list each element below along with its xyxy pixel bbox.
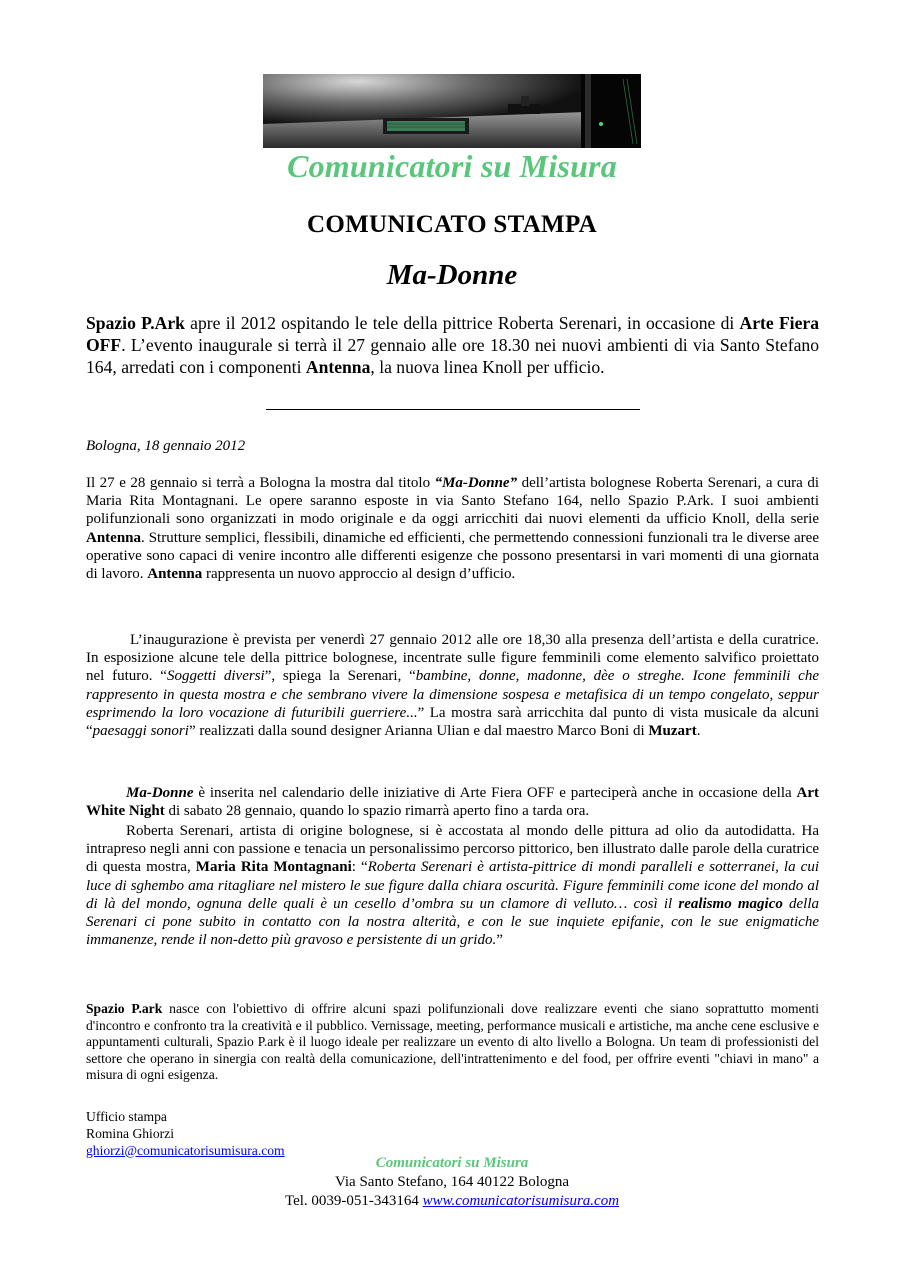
- brand-muzart: Muzart: [648, 723, 697, 740]
- quote-run: della Serenari ci pone subito in contatto con la nostra alterità, e con le sue inquiete epifanie, con le sue enigmatiche immanenze, rende il non-detto più gravoso e persistente di un grido.: [86, 895, 820, 949]
- brand-header: Comunicatori su Misura: [287, 148, 617, 184]
- text-run: ” La mostra sarà arricchita dal punto di vista musicale da alcuni “: [86, 704, 819, 740]
- quote-emphasis: realismo magico: [678, 895, 783, 912]
- footer-contact-line: [0, 1192, 904, 1211]
- text-run: dell’artista bolognese Roberta Serenari, a cura di Maria Rita Montagnani. Le opere saranno esposte in via Santo Stefano 164, nello Spazio P.Ark. I suoi ambienti polifunzionali sono organizzati in modo originale e da oggi arricchiti dai nuovi elementi da ufficio Knoll, della serie: [86, 475, 819, 528]
- lead-paragraph: [86, 313, 819, 378]
- text-run: ”: [496, 932, 503, 949]
- text-run: ” realizzati dalla sound designer Arianna Ulian e dal maestro Marco Boni di: [188, 723, 649, 740]
- lead-venue: Spazio P.Ark: [86, 313, 185, 333]
- quote-run: Soggetti diversi: [166, 668, 265, 685]
- body-paragraph-3: [86, 784, 819, 820]
- text-run: .: [696, 723, 701, 740]
- contact-email-link[interactable]: ghiorzi@comunicatorisumisura.com: [86, 1142, 285, 1158]
- section-divider: [266, 409, 640, 410]
- body-paragraph-4: [86, 822, 819, 949]
- footer-website-link[interactable]: www.comunicatorisumisura.com: [422, 1193, 620, 1209]
- header-photo: [263, 74, 641, 148]
- text-run: : “: [351, 859, 368, 876]
- product-name: Antenna: [86, 529, 142, 546]
- dateline: Bologna, 18 gennaio 2012: [86, 438, 246, 454]
- text-run: di sabato 28 gennaio, quando lo spazio rimarrà aperto fino a tarda ora.: [164, 803, 590, 820]
- exhibition-title: Ma-Donne: [126, 785, 194, 801]
- body-paragraph-1: [86, 474, 819, 583]
- text-run: Il 27 e 28 gennaio si terrà a Bologna la mostra dal titolo: [86, 475, 435, 491]
- lead-event: Arte Fiera OFF: [86, 313, 819, 355]
- footer: [0, 1154, 904, 1211]
- quote-run: paesaggi sonori: [92, 723, 189, 740]
- footer-phone: Tel. 0039-051-343164: [284, 1193, 423, 1209]
- document-subtitle: Ma-Donne: [386, 259, 518, 291]
- product-name: Antenna: [147, 566, 203, 583]
- exhibition-title: “Ma-Donne”: [434, 475, 518, 491]
- text-run: rappresenta un nuovo approccio al design d’ufficio.: [202, 566, 516, 583]
- contact-office: Ufficio stampa: [86, 1109, 167, 1124]
- text-run: ”, spiega la Serenari, “: [264, 668, 416, 685]
- document-title: COMUNICATO STAMPA: [306, 211, 598, 238]
- lead-text: , la nuova linea Knoll per ufficio.: [370, 356, 605, 377]
- quote-run: bambine, donne, madonne, dèe o streghe. Icone femminili che rappresento in questa mostra e che sembrano vivere la dimensione sospesa e metafisica di un tempo congelato, seppur esprimendo la loro vocazione di futuribili guerriere...: [86, 668, 819, 721]
- text-run: è inserita nel calendario delle iniziative di Arte Fiera OFF e parteciperà anche in occasione della: [193, 785, 797, 801]
- venue-name: Spazio P.ark: [86, 1001, 163, 1016]
- text-run: L’inaugurazione è prevista per venerdì 27 gennaio 2012 alle ore 18,30 alla presenza dell’artista e della curatrice. In esposizione alcune tele della pittrice bolognese, incentrate sulle figure femminili come elemento salvifico proiettato nel futuro. “: [86, 632, 819, 685]
- lead-text: apre il 2012 ospitando le tele della pittrice Roberta Serenari, in occasione di: [184, 313, 740, 333]
- footer-brand: Comunicatori su Misura: [375, 1155, 529, 1171]
- press-contact: [86, 1109, 285, 1159]
- body-paragraph-2: [86, 631, 819, 740]
- text-run: nasce con l'obiettivo di offrire alcuni spazi polifunzionali dove realizzare eventi che siano soprattutto momenti d'incontro e confronto tra la creatività e il pubblico. Vernissage, meeting, performance musicali e artistiche, ma anche cene esclusive e appuntamenti culturali, Spazio P.ark è il luogo ideale per realizzare un evento di alto livello a Bologna. Un team di professionisti del settore che operano in sinergia con realtà della comunicazione, dell'intrattenimento e del food, per offrire eventi "chiavi in mano" a misura di ogni esigenza.: [86, 1001, 819, 1083]
- footer-address: Via Santo Stefano, 164 40122 Bologna: [334, 1174, 570, 1190]
- contact-person: Romina Ghiorzi: [86, 1125, 174, 1141]
- text-run: Roberta Serenari, artista di origine bolognese, si è accostata al mondo delle pittura ad olio da autodidatta. Ha intrapreso negli anni con passione e tenacia un personalissimo percorso pittorico, ben illustrato dalle parole della curatrice di questa mostra,: [86, 823, 819, 876]
- curator-name: Maria Rita Montagnani: [195, 859, 352, 876]
- lead-text: . L’evento inaugurale si terrà il 27 gennaio alle ore 18.30 nei nuovi ambienti di via Santo Stefano 164, arredati con i componenti: [86, 334, 819, 377]
- event-name: Art White Night: [86, 785, 819, 820]
- text-run: . Strutture semplici, flessibili, dinamiche ed efficienti, che permettendo connessioni funzionali tra le diverse aree operative sono capaci di venire incontro alle differenti esigenze che possono presentarsi in vari momenti di una giornata di lavoro.: [86, 529, 819, 583]
- office-desk-photo-icon: [263, 74, 641, 148]
- lead-product: Antenna: [305, 356, 371, 377]
- quote-run: Roberta Serenari è artista-pittrice di mondi paralleli e sotterranei, la cui luce di sghembo ama ritagliare nel mistero le sue figure dalla chiara oscurità. Figure femminili come icone del mondo al di là del mondo, ognuna delle quali è un cesello d’ombra su un clamore di velluto… così il: [86, 859, 819, 912]
- body-paragraph-5: [86, 1001, 819, 1084]
